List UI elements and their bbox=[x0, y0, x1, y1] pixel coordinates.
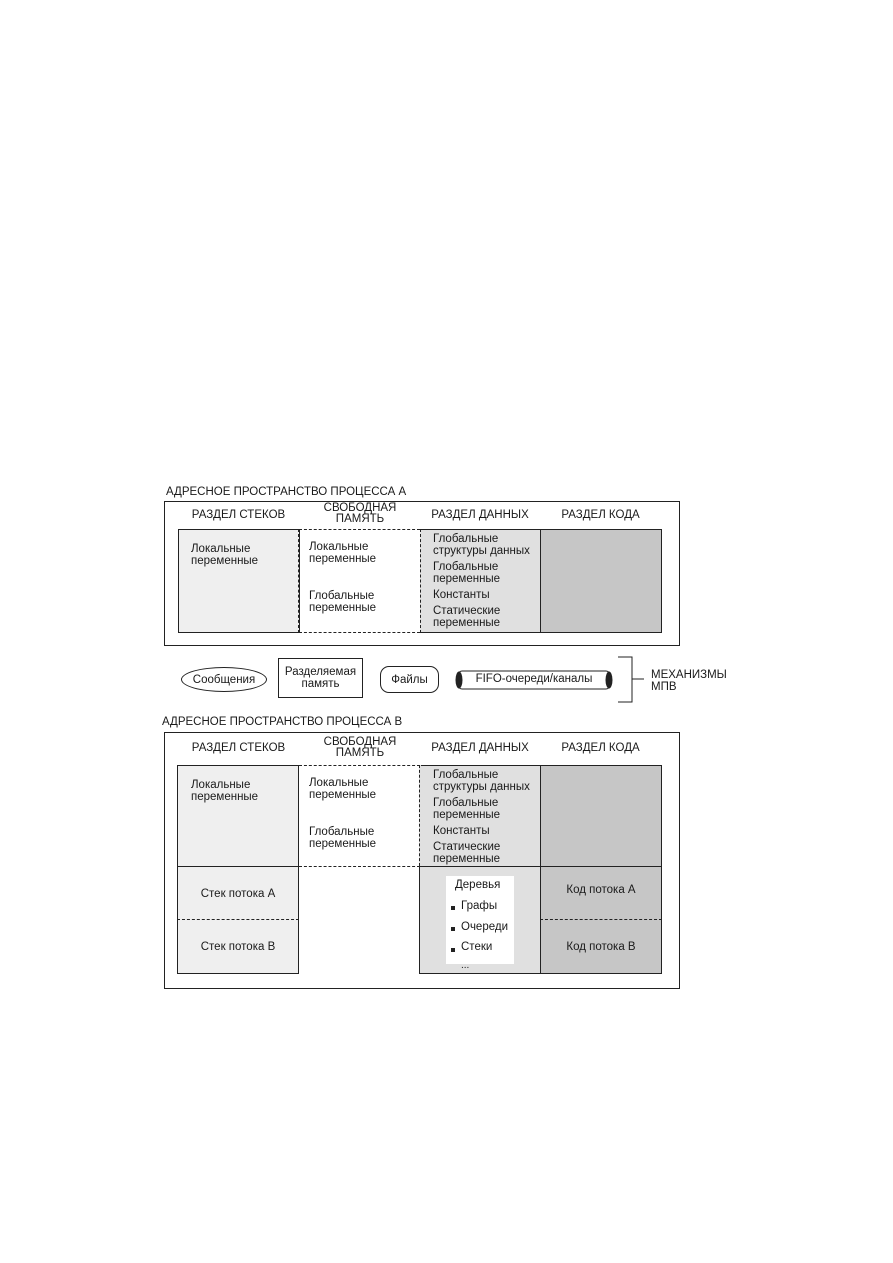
structure-trees: Деревья bbox=[455, 879, 501, 891]
process-b-data-static-1: Статические bbox=[433, 841, 501, 853]
process-b-data-gstruct-2: структуры данных bbox=[433, 781, 530, 793]
process-a-code-section bbox=[540, 529, 662, 633]
process-a-stack-local-2: переменные bbox=[191, 555, 259, 567]
process-a-free-header-1: СВОБОДНАЯ bbox=[323, 502, 397, 514]
process-b-code-thread-b: Код потока В bbox=[566, 941, 636, 953]
process-b-stack-local-1: Локальные bbox=[191, 779, 251, 791]
process-b-free-local-2: переменные bbox=[309, 789, 377, 801]
process-b-code-thread-a: Код потока А bbox=[566, 884, 636, 896]
bullet-icon bbox=[451, 906, 455, 910]
structure-queues: Очереди bbox=[461, 921, 509, 933]
process-a-data-gvar-1: Глобальные bbox=[433, 561, 499, 573]
messages-ellipse: Сообщения bbox=[181, 667, 267, 692]
process-b-code-thread-divider bbox=[540, 919, 662, 920]
process-a-free-global-1: Глобальные bbox=[309, 590, 375, 602]
process-a-data-static-1: Статические bbox=[433, 605, 501, 617]
process-b-data-header: РАЗДЕЛ ДАННЫХ bbox=[431, 742, 529, 754]
process-a-code-header: РАЗДЕЛ КОДА bbox=[561, 509, 640, 521]
process-a-free-local-1: Локальные bbox=[309, 541, 369, 553]
bullet-icon bbox=[451, 948, 455, 952]
process-b-free-top-border bbox=[299, 765, 420, 766]
process-b-data-dashed-edge bbox=[419, 765, 421, 866]
process-b-free-header-2: ПАМЯТЬ bbox=[335, 747, 385, 759]
process-a-free-bottom-border bbox=[299, 632, 420, 633]
process-b-stack-header: РАЗДЕЛ СТЕКОВ bbox=[191, 742, 286, 754]
process-b-data-divider bbox=[419, 866, 541, 867]
shared-memory-label-1: Разделяемая bbox=[284, 666, 357, 678]
process-b-data-const: Константы bbox=[433, 825, 490, 837]
data-structures-list bbox=[446, 876, 514, 971]
process-b-free-header-1: СВОБОДНАЯ bbox=[323, 736, 397, 748]
process-a-data-static-2: переменные bbox=[433, 617, 501, 629]
process-b-code-divider bbox=[540, 866, 662, 867]
process-b-free-left-border bbox=[298, 765, 299, 866]
process-b-stack-thread-b: Стек потока В bbox=[200, 941, 276, 953]
process-a-free-global-2: переменные bbox=[309, 602, 377, 614]
shared-memory-box bbox=[278, 658, 363, 698]
process-b-free-global-2: переменные bbox=[309, 838, 377, 850]
process-a-free-header-2: ПАМЯТЬ bbox=[335, 513, 385, 525]
structure-stacks: Стеки bbox=[461, 941, 493, 953]
ipc-bracket-path bbox=[618, 657, 632, 702]
ipc-label-2: МПВ bbox=[651, 681, 677, 693]
process-a-data-gvar-2: переменные bbox=[433, 573, 501, 585]
bullet-icon bbox=[451, 927, 455, 931]
process-a-stack-local-1: Локальные bbox=[191, 543, 251, 555]
process-b-stack-thread-a: Стек потока А bbox=[200, 888, 276, 900]
process-a-stack-header: РАЗДЕЛ СТЕКОВ bbox=[191, 509, 286, 521]
process-a-data-header: РАЗДЕЛ ДАННЫХ bbox=[431, 509, 529, 521]
shared-memory-label-2: память bbox=[301, 678, 340, 690]
structure-graphs: Графы bbox=[461, 900, 498, 912]
process-b-data-gvar-2: переменные bbox=[433, 809, 501, 821]
process-a-data-gstruct-1: Глобальные bbox=[433, 533, 499, 545]
process-a-data-gstruct-2: структуры данных bbox=[433, 545, 530, 557]
process-b-data-gvar-1: Глобальные bbox=[433, 797, 499, 809]
process-b-free-bottom-border bbox=[299, 866, 420, 867]
process-b-free-global-1: Глобальные bbox=[309, 826, 375, 838]
process-b-stack-thread-divider bbox=[177, 919, 299, 920]
process-b-code-header: РАЗДЕЛ КОДА bbox=[561, 742, 640, 754]
process-a-data-const: Константы bbox=[433, 589, 490, 601]
process-a-title: АДРЕСНОЕ ПРОСТРАНСТВО ПРОЦЕССА А bbox=[166, 486, 407, 498]
process-a-free-top-border bbox=[299, 529, 420, 530]
ipc-label-1: МЕХАНИЗМЫ bbox=[651, 669, 727, 681]
process-a-free-local-2: переменные bbox=[309, 553, 377, 565]
process-a-free-left-border bbox=[298, 529, 299, 633]
process-b-stack-local-2: переменные bbox=[191, 791, 259, 803]
process-b-data-static-2: переменные bbox=[433, 853, 501, 865]
ipc-bracket-icon bbox=[616, 656, 646, 704]
structure-ellipsis: ... bbox=[461, 960, 470, 971]
files-box: Файлы bbox=[380, 666, 439, 693]
process-b-stack-divider bbox=[177, 866, 299, 867]
fifo-label: FIFO-очереди/каналы bbox=[475, 673, 593, 685]
process-b-title: АДРЕСНОЕ ПРОСТРАНСТВО ПРОЦЕССА В bbox=[162, 716, 403, 728]
process-b-free-local-1: Локальные bbox=[309, 777, 369, 789]
process-b-data-gstruct-1: Глобальные bbox=[433, 769, 499, 781]
